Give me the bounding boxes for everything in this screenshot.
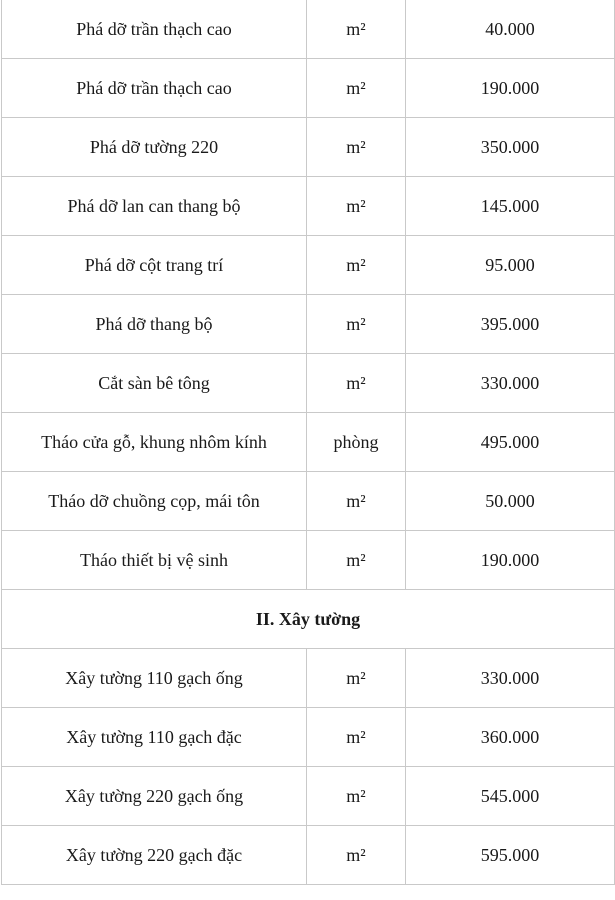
price-cell: 95.000 [406, 236, 615, 295]
price-cell: 595.000 [406, 826, 615, 885]
price-cell: 395.000 [406, 295, 615, 354]
section-header-row [2, 590, 615, 649]
price-cell: 545.000 [406, 767, 615, 826]
unit-cell: m² [307, 531, 406, 590]
unit-cell: m² [307, 0, 406, 59]
item-cell: Cắt sàn bê tông [2, 354, 307, 413]
unit-cell: m² [307, 177, 406, 236]
price-cell: 330.000 [406, 649, 615, 708]
unit-cell: m² [307, 236, 406, 295]
unit-cell: phòng [307, 413, 406, 472]
item-cell: Phá dỡ tường 220 [2, 118, 307, 177]
item-cell: Xây tường 110 gạch ống [2, 649, 307, 708]
table-row [2, 118, 615, 177]
table-row [2, 236, 615, 295]
price-cell: 495.000 [406, 413, 615, 472]
table-row [2, 649, 615, 708]
unit-cell: m² [307, 118, 406, 177]
unit-cell: m² [307, 59, 406, 118]
table-row [2, 177, 615, 236]
table-row [2, 59, 615, 118]
item-cell: Phá dỡ cột trang trí [2, 236, 307, 295]
unit-cell: m² [307, 708, 406, 767]
table-row [2, 826, 615, 885]
table-row [2, 767, 615, 826]
table-row [2, 708, 615, 767]
price-table [1, 0, 615, 885]
price-cell: 190.000 [406, 59, 615, 118]
unit-cell: m² [307, 354, 406, 413]
table-row [2, 354, 615, 413]
unit-cell: m² [307, 767, 406, 826]
unit-cell: m² [307, 472, 406, 531]
item-cell: Xây tường 220 gạch đặc [2, 826, 307, 885]
unit-cell: m² [307, 295, 406, 354]
item-cell: Xây tường 220 gạch ống [2, 767, 307, 826]
item-cell: Phá dỡ lan can thang bộ [2, 177, 307, 236]
price-cell: 360.000 [406, 708, 615, 767]
item-cell: Tháo cửa gỗ, khung nhôm kính [2, 413, 307, 472]
table-row [2, 295, 615, 354]
item-cell: Tháo dỡ chuồng cọp, mái tôn [2, 472, 307, 531]
item-cell: Xây tường 110 gạch đặc [2, 708, 307, 767]
price-cell: 350.000 [406, 118, 615, 177]
item-cell: Phá dỡ trần thạch cao [2, 59, 307, 118]
section-title: II. Xây tường [2, 590, 615, 649]
price-cell: 145.000 [406, 177, 615, 236]
table-row [2, 531, 615, 590]
price-cell: 330.000 [406, 354, 615, 413]
item-cell: Phá dỡ thang bộ [2, 295, 307, 354]
price-cell: 50.000 [406, 472, 615, 531]
item-cell: Tháo thiết bị vệ sinh [2, 531, 307, 590]
unit-cell: m² [307, 826, 406, 885]
price-cell: 190.000 [406, 531, 615, 590]
price-cell: 40.000 [406, 0, 615, 59]
table-row [2, 472, 615, 531]
table-row [2, 413, 615, 472]
unit-cell: m² [307, 649, 406, 708]
item-cell: Phá dỡ trần thạch cao [2, 0, 307, 59]
table-row [2, 0, 615, 59]
